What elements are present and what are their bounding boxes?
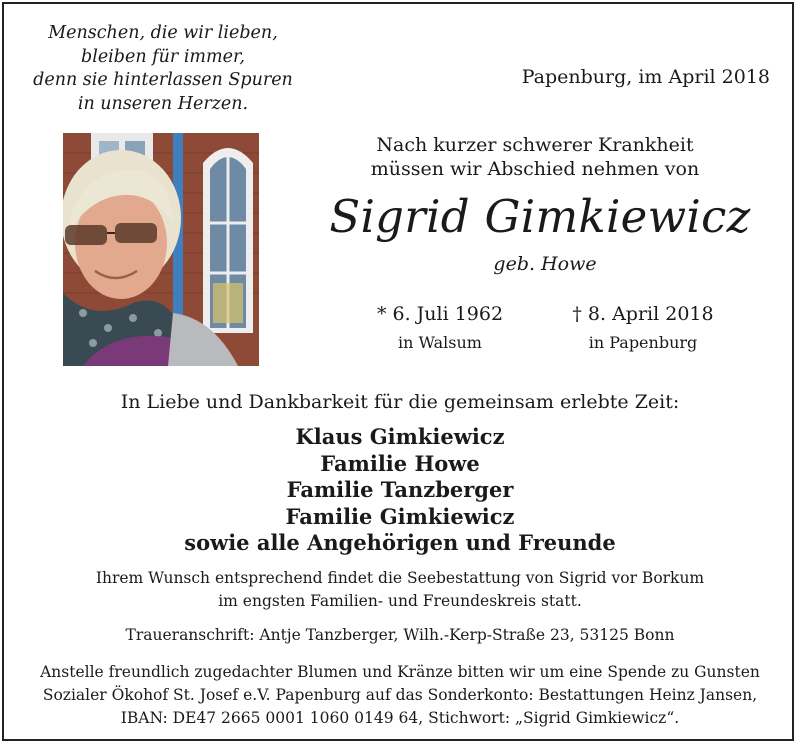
- death-date: † 8. April 2018: [572, 303, 714, 325]
- mourner: sowie alle Angehörigen und Freunde: [184, 530, 616, 555]
- donation-note-line: Anstelle freundlich zugedachter Blumen und Kränze bitten wir um eine Spende zu Gunsten: [40, 663, 760, 681]
- memorial-poem: [18, 22, 308, 116]
- intro-line: müssen wir Abschied nehmen von: [370, 158, 700, 180]
- burial-note: [0, 567, 800, 613]
- burial-note-line: im engsten Familien- und Freundeskreis statt.: [218, 592, 582, 610]
- donation-note-line: Sozialer Ökohof St. Josef e.V. Papenburg auf das Sonderkonto: Bestattungen Heinz Jansen,: [42, 686, 758, 704]
- intro-text: [300, 133, 770, 181]
- poem-line: in unseren Herzen.: [77, 93, 249, 114]
- mourner: Klaus Gimkiewicz: [295, 424, 505, 449]
- thanks-line: In Liebe und Dankbarkeit für die gemeinsam erlebte Zeit:: [120, 391, 680, 413]
- deceased-name: Sigrid Gimkiewicz: [329, 190, 751, 243]
- place-and-date: Papenburg, im April 2018: [521, 66, 770, 88]
- death-place: in Papenburg: [588, 333, 698, 352]
- donation-note: [0, 661, 800, 730]
- intro-line: Nach kurzer schwerer Krankheit: [376, 134, 694, 156]
- poem-line: bleiben für immer,: [81, 46, 245, 67]
- maiden-name: geb. Howe: [493, 253, 597, 275]
- mourner: Familie Gimkiewicz: [285, 503, 515, 529]
- portrait-image: [63, 133, 259, 366]
- mourner: Familie Howe: [320, 450, 480, 476]
- birth-date: * 6. Juli 1962: [376, 303, 504, 325]
- poem-line: Menschen, die wir lieben,: [48, 23, 278, 43]
- poem-line: denn sie hinterlassen Spuren: [33, 70, 293, 90]
- mourning-address: Traueranschrift: Antje Tanzberger, Wilh.-Kerp-Straße 23, 53125 Bonn: [125, 626, 675, 644]
- burial-note-line: Ihrem Wunsch entsprechend findet die Seebestattung von Sigrid vor Borkum: [95, 569, 705, 587]
- birth-place: in Walsum: [398, 333, 482, 352]
- portrait-photo: [63, 133, 259, 366]
- donation-note-line: IBAN: DE47 2665 0001 1060 0149 64, Stichwort: „Sigrid Gimkiewicz“.: [120, 709, 680, 727]
- mourner: Familie Tanzberger: [286, 477, 514, 502]
- mourners-list: [0, 424, 800, 557]
